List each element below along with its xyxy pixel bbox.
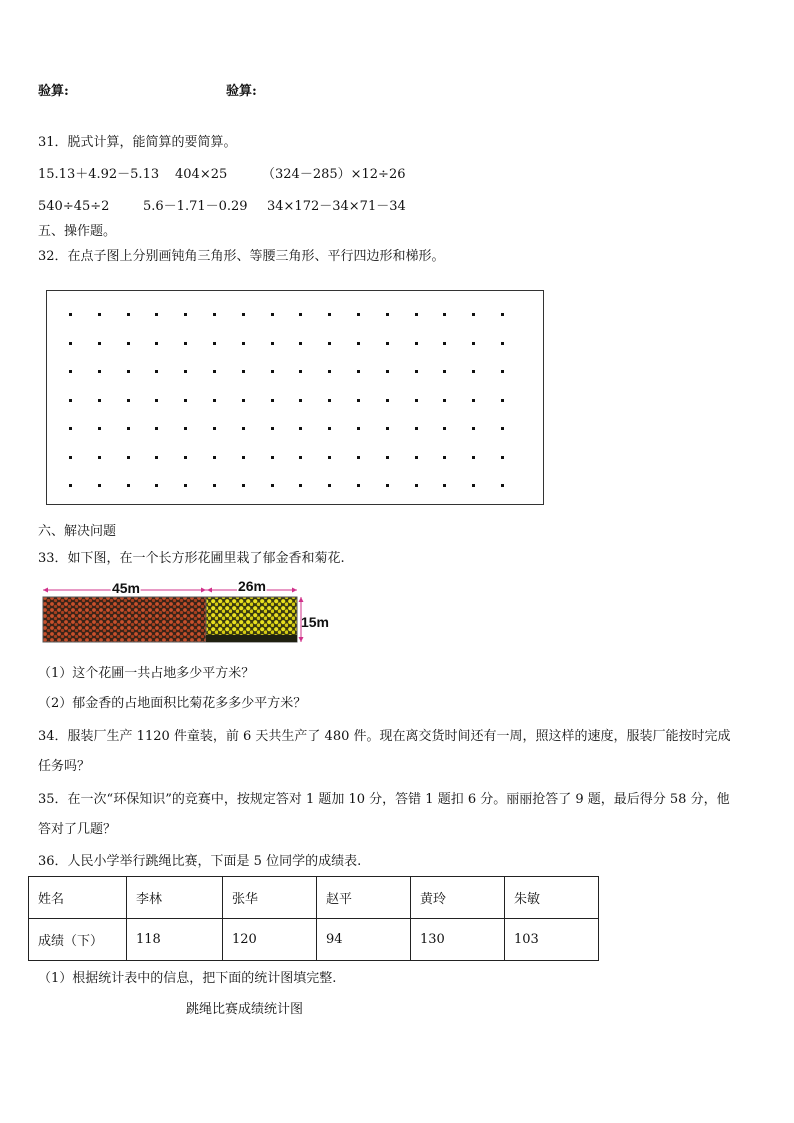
grid-dot: [184, 427, 187, 430]
grid-dot: [328, 456, 331, 459]
grid-dot: [501, 313, 504, 316]
grid-dot: [271, 484, 274, 487]
q36-sub1: （1）根据统计表中的信息，把下面的统计图填完整.: [38, 971, 337, 986]
grid-dot: [155, 313, 158, 316]
grid-dot: [472, 313, 475, 316]
grid-dot: [299, 427, 302, 430]
grid-dot: [501, 427, 504, 430]
grid-dot: [184, 370, 187, 373]
grid-dot: [242, 399, 245, 402]
grid-dot: [242, 456, 245, 459]
grid-dot: [357, 399, 360, 402]
grid-dot: [299, 313, 302, 316]
table-cell: 103: [505, 919, 599, 961]
grid-dot: [386, 456, 389, 459]
grid-dot: [386, 427, 389, 430]
grid-dot: [472, 484, 475, 487]
grid-dot: [357, 456, 360, 459]
grid-dot: [184, 399, 187, 402]
q34-line1: 34．服装厂生产 1120 件童装，前 6 天共生产了 480 件。现在离交货时间还有一周，照这样的速度，服装厂能按时完成: [38, 729, 731, 744]
grid-dot: [127, 427, 130, 430]
q32-title: 32．在点子图上分别画钝角三角形、等腰三角形、平行四边形和梯形。: [38, 249, 445, 264]
tulip-bed: [43, 597, 206, 642]
grid-dot: [69, 427, 72, 430]
chrysanthemum-bed: [206, 597, 297, 642]
grid-dot: [415, 427, 418, 430]
q33-sub2: （2）郁金香的占地面积比菊花多多少平方米？: [38, 696, 307, 711]
grid-dot: [357, 484, 360, 487]
grid-dot: [242, 427, 245, 430]
grid-dot: [386, 484, 389, 487]
q31-expr-2: 404×25: [175, 167, 228, 182]
grid-dot: [299, 370, 302, 373]
table-cell: 成绩（下）: [29, 919, 127, 961]
grid-dot: [98, 342, 101, 345]
grid-dot: [213, 456, 216, 459]
table-cell: 130: [411, 919, 505, 961]
grid-dot: [98, 313, 101, 316]
score-table: [28, 876, 599, 961]
chart-title: 跳绳比赛成绩统计图: [186, 1002, 304, 1017]
q31-expr-6: 34×172－34×71－34: [267, 199, 406, 214]
table-cell: 李林: [127, 877, 223, 919]
grid-dot: [242, 484, 245, 487]
table-cell: 118: [127, 919, 223, 961]
grid-dot: [127, 484, 130, 487]
grid-dot: [386, 342, 389, 345]
grid-dot: [184, 313, 187, 316]
q36-title: 36．人民小学举行跳绳比赛，下面是 5 位同学的成绩表.: [38, 854, 362, 869]
grid-dot: [69, 370, 72, 373]
grid-dot: [155, 399, 158, 402]
grid-dot: [328, 313, 331, 316]
grid-dot: [213, 399, 216, 402]
grid-dot: [242, 342, 245, 345]
grid-dot: [415, 456, 418, 459]
grid-dot: [184, 484, 187, 487]
q31-expr-1: 15.13＋4.92－5.13: [38, 167, 160, 182]
grid-dot: [472, 456, 475, 459]
grid-dot: [155, 342, 158, 345]
grid-dot: [69, 313, 72, 316]
grid-dot: [443, 370, 446, 373]
q31-expr-4: 540÷45÷2: [38, 199, 110, 214]
grid-dot: [443, 456, 446, 459]
grid-dot: [357, 427, 360, 430]
grid-dot: [328, 399, 331, 402]
grid-dot: [127, 370, 130, 373]
table-cell: 120: [223, 919, 317, 961]
grid-dot: [443, 342, 446, 345]
grid-dot: [328, 427, 331, 430]
table-cell: 张华: [223, 877, 317, 919]
section-5-heading: 五、操作题。: [38, 224, 117, 239]
grid-dot: [155, 370, 158, 373]
section-6-heading: 六、解决问题: [38, 524, 117, 539]
grid-dot: [501, 370, 504, 373]
grid-dot: [127, 313, 130, 316]
grid-dot: [386, 370, 389, 373]
grid-dot: [386, 313, 389, 316]
table-cell: 朱敏: [505, 877, 599, 919]
grid-dot: [415, 370, 418, 373]
check-label-left: 验算:: [38, 84, 69, 99]
grid-dot: [415, 342, 418, 345]
check-label-right: 验算:: [226, 84, 257, 99]
q31-title: 31．脱式计算，能简算的要简算。: [38, 135, 237, 150]
grid-dot: [98, 399, 101, 402]
grid-dot: [271, 313, 274, 316]
grid-dot: [98, 484, 101, 487]
grid-dot: [299, 399, 302, 402]
table-cell: 姓名: [29, 877, 127, 919]
grid-dot: [443, 399, 446, 402]
grid-dot: [271, 399, 274, 402]
grid-dot: [472, 342, 475, 345]
grid-dot: [98, 456, 101, 459]
garden-figure: [36, 578, 336, 648]
grid-dot: [472, 399, 475, 402]
grid-dot: [271, 370, 274, 373]
grid-dot: [213, 313, 216, 316]
table-cell: 94: [317, 919, 411, 961]
grid-dot: [69, 342, 72, 345]
table-row: [29, 919, 599, 961]
grid-dot: [357, 313, 360, 316]
grid-dot: [415, 484, 418, 487]
q35-line1: 35．在一次“环保知识”的竞赛中，按规定答对 1 题加 10 分，答错 1 题扣 6 分。丽丽抢答了 9 题，最后得分 58 分，他: [38, 792, 730, 807]
q33-title: 33．如下图，在一个长方形花圃里栽了郁金香和菊花.: [38, 551, 345, 566]
grid-dot: [213, 484, 216, 487]
label-15m: 15m: [300, 614, 330, 630]
table-cell: 黄玲: [411, 877, 505, 919]
grid-dot: [242, 370, 245, 373]
grid-dot: [415, 399, 418, 402]
grid-dot: [155, 427, 158, 430]
grid-dot: [155, 456, 158, 459]
grid-dot: [299, 456, 302, 459]
grid-dot: [386, 399, 389, 402]
q33-sub1: （1）这个花圃一共占地多少平方米？: [38, 666, 255, 681]
grid-dot: [242, 313, 245, 316]
grid-dot: [299, 342, 302, 345]
grid-dot: [443, 313, 446, 316]
grid-dot: [501, 484, 504, 487]
grid-dot: [98, 370, 101, 373]
grid-dot: [415, 313, 418, 316]
grid-dot: [501, 342, 504, 345]
grid-dot: [328, 342, 331, 345]
grid-dot: [184, 342, 187, 345]
grid-dot: [213, 370, 216, 373]
grid-dot: [213, 427, 216, 430]
grid-dot: [155, 484, 158, 487]
dot-grid[interactable]: [46, 290, 544, 505]
grid-dot: [328, 484, 331, 487]
grid-dot: [357, 370, 360, 373]
grid-dot: [357, 342, 360, 345]
grid-dot: [69, 399, 72, 402]
grid-dot: [299, 484, 302, 487]
grid-dot: [472, 370, 475, 373]
grid-dot: [501, 399, 504, 402]
grid-dot: [443, 427, 446, 430]
grid-dot: [127, 456, 130, 459]
q34-line2: 任务吗？: [38, 759, 91, 774]
grid-dot: [472, 427, 475, 430]
grid-dot: [69, 456, 72, 459]
grid-dot: [184, 456, 187, 459]
grid-dot: [271, 342, 274, 345]
grid-dot: [213, 342, 216, 345]
q31-expr-5: 5.6－1.71－0.29: [143, 199, 248, 214]
label-45m: 45m: [111, 580, 141, 596]
grid-dot: [443, 484, 446, 487]
grid-dot: [501, 456, 504, 459]
grid-dot: [69, 484, 72, 487]
grid-dot: [328, 370, 331, 373]
grid-dot: [127, 399, 130, 402]
grid-dot: [271, 456, 274, 459]
table-cell: 赵平: [317, 877, 411, 919]
grid-dot: [271, 427, 274, 430]
table-header-row: [29, 877, 599, 919]
q35-line2: 答对了几题？: [38, 822, 117, 837]
label-26m: 26m: [237, 578, 267, 594]
grid-dot: [98, 427, 101, 430]
grid-dot: [127, 342, 130, 345]
q31-expr-3: （324－285）×12÷26: [262, 167, 406, 182]
